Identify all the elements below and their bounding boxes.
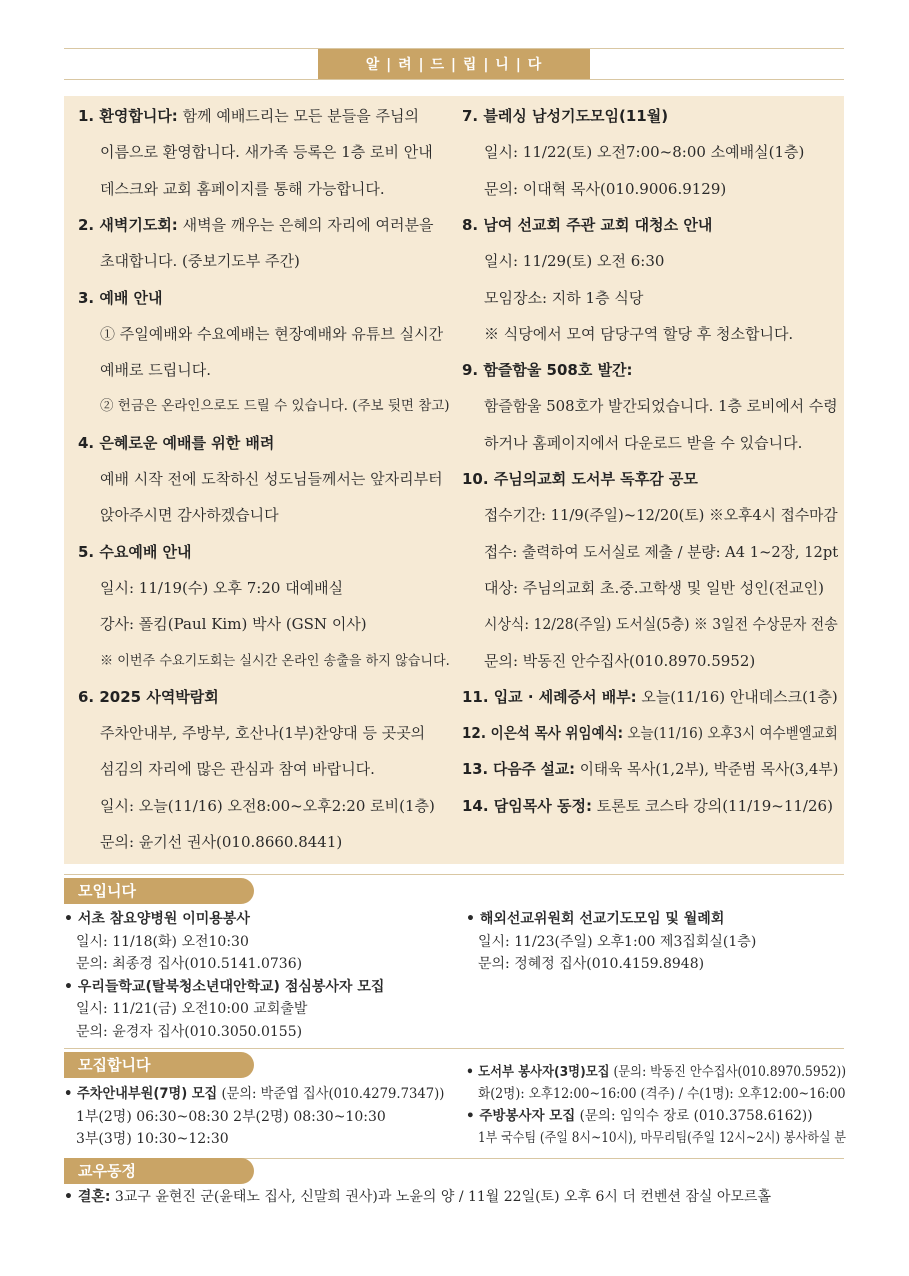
left-item-line: ① 주일예배와 수요예배는 현장예배와 유튜브 실시간 bbox=[100, 324, 444, 343]
right-item-line: 대상: 주님의교회 초.중.고학생 및 일반 성인(전교인) bbox=[484, 578, 824, 597]
right-item-line bbox=[462, 796, 833, 816]
left-item-heading: 4. 은혜로운 예배를 위한 배려 bbox=[78, 433, 275, 452]
left-item-heading: 5. 수요예배 안내 bbox=[78, 542, 192, 561]
section-rule bbox=[64, 874, 844, 875]
right-item-line: 문의: 이대혁 목사(010.9006.9129) bbox=[484, 179, 727, 198]
moim_right-line: 문의: 정혜정 집사(010.4159.8948) bbox=[478, 956, 705, 972]
right-item-text: 오늘(11/16) 오후3시 여수벧엘교회 bbox=[623, 724, 838, 743]
left-item-line: 데스크와 교회 홈페이지를 통해 가능합니다. bbox=[100, 179, 385, 198]
right-item-line bbox=[462, 687, 838, 707]
left-item-line: 예배 시작 전에 도착하신 성도님들께서는 앞자리부터 bbox=[100, 470, 443, 488]
right-item-heading: 8. 남여 선교회 주관 교회 대청소 안내 bbox=[462, 215, 713, 234]
right-item-line: 접수기간: 11/9(주일)~12/20(토) ※오후4시 접수마감 bbox=[484, 506, 838, 525]
right-item-text: 오늘(11/16) 안내데스크(1층) bbox=[636, 687, 838, 706]
left-item-line: 예배로 드립니다. bbox=[100, 361, 211, 380]
right-item-heading: 7. 블레싱 남성기도모임(11월) bbox=[462, 107, 669, 125]
section-tab-mojip: 모집합니다 bbox=[64, 1052, 254, 1078]
moim_right-line bbox=[466, 910, 724, 928]
right-item-line: ※ 식당에서 모여 담당구역 할당 후 청소합니다. bbox=[484, 324, 794, 343]
left-item-text: 새벽을 깨우는 은혜의 자리에 여러분을 bbox=[177, 215, 434, 234]
mojip_right-line: 화(2명): 오후12:00~16:00 (격주) / 수(1명): 오후12:00~16:00 bbox=[478, 1086, 846, 1102]
left-item-line bbox=[78, 687, 219, 707]
moim_left-line: 일시: 11/21(금) 오전10:00 교회출발 bbox=[76, 1001, 308, 1017]
mojip_right-line: 1부 국수팀 (주일 8시~10시), 마무리팀(주일 12시~2시) 봉사하실 분 bbox=[478, 1130, 847, 1146]
right-item-line bbox=[462, 106, 668, 126]
section-tab-gyowoo: 교우동정 bbox=[64, 1158, 254, 1184]
right-item-line: 문의: 박동진 안수집사(010.8970.5952) bbox=[484, 651, 756, 670]
left-item-line bbox=[78, 106, 419, 126]
right-item-line: 하거나 홈페이지에서 다운로드 받을 수 있습니다. bbox=[484, 433, 803, 452]
right-item-heading: 11. 입교 · 세례증서 배부: bbox=[462, 687, 637, 706]
moim_left-line: 일시: 11/18(화) 오전10:30 bbox=[76, 933, 249, 950]
mojip_left-line: 3부(3명) 10:30~12:30 bbox=[76, 1131, 229, 1147]
left-item-line: ※ 이번주 수요기도회는 실시간 온라인 송출을 하지 않습니다. bbox=[100, 652, 450, 669]
right-item-line bbox=[462, 759, 838, 779]
right-item-heading: 12. 이은석 목사 위임예식: bbox=[462, 724, 624, 743]
mojip_right-text: (문의: 박동진 안수집사(010.8970.5952)) bbox=[609, 1064, 847, 1080]
moim_right-heading: • 해외선교위원회 선교기도모임 및 월례회 bbox=[466, 911, 725, 927]
left-item-line bbox=[78, 433, 274, 453]
left-item-line: 섬김의 자리에 많은 관심과 참여 바랍니다. bbox=[100, 760, 375, 779]
right-item-heading: 13. 다음주 설교: bbox=[462, 760, 576, 779]
left-item-line: 강사: 폴킴(Paul Kim) 박사 (GSN 이사) bbox=[100, 615, 367, 634]
right-item-line: 시상식: 12/28(주일) 도서실(5층) ※ 3일전 수상문자 전송 bbox=[484, 615, 838, 634]
left-item-heading: 2. 새벽기도회: bbox=[78, 215, 178, 234]
left-item-line: 초대합니다. (중보기도부 주간) bbox=[100, 252, 300, 271]
left-item-line: ② 헌금은 온라인으로도 드릴 수 있습니다. (주보 뒷면 참고) bbox=[100, 398, 450, 415]
left-item-line: 앉아주시면 감사하겠습니다 bbox=[100, 506, 279, 525]
left-item-heading: 1. 환영합니다: bbox=[78, 107, 178, 125]
right-item-line bbox=[462, 469, 698, 489]
right-item-line: 모임장소: 지하 1층 식당 bbox=[484, 288, 644, 307]
right-item-heading: 14. 담임목사 동정: bbox=[462, 796, 592, 815]
right-item-line: 접수: 출력하여 도서실로 제출 / 분량: A4 1~2장, 12pt bbox=[484, 542, 839, 561]
moim_left-heading: • 서초 참요양병원 이미용봉사 bbox=[64, 911, 250, 927]
moim_left-line: 문의: 윤경자 집사(010.3050.0155) bbox=[76, 1023, 303, 1040]
left-item-line: 일시: 11/19(수) 오후 7:20 대예배실 bbox=[100, 578, 344, 597]
section-rule bbox=[64, 1048, 844, 1049]
right-item-text: 토론토 코스타 강의(11/19~11/26) bbox=[591, 796, 833, 815]
wedding-text: 3교구 윤현진 군(윤태노 집사, 신말희 권사)과 노윤의 양 / 11월 22일(토) 오후 6시 더 컨벤션 잠실 아모르홀 bbox=[110, 1189, 771, 1205]
left-item-line bbox=[78, 542, 192, 562]
right-item-line: 함즐함울 508호가 발간되었습니다. 1층 로비에서 수령 bbox=[484, 397, 838, 416]
left-item-line: 문의: 윤기선 권사(010.8660.8441) bbox=[100, 833, 343, 851]
left-item-line: 이름으로 환영합니다. 새가족 등록은 1층 로비 안내 bbox=[100, 143, 433, 162]
right-item-heading: 10. 주님의교회 도서부 독후감 공모 bbox=[462, 470, 698, 488]
moim_right-line: 일시: 11/23(주일) 오후1:00 제3집회실(1층) bbox=[478, 933, 757, 950]
moim_left-line bbox=[64, 978, 384, 996]
wedding-label: • 결혼: bbox=[64, 1189, 111, 1205]
moim_left-heading: • 우리들학교(탈북청소년대안학교) 점심봉사자 모집 bbox=[64, 978, 385, 995]
right-item-text: 이태욱 목사(1,2부), 박준범 목사(3,4부) bbox=[575, 760, 839, 779]
moim_left-line bbox=[64, 910, 250, 928]
section-tab-moim: 모입니다 bbox=[64, 878, 254, 904]
mojip_right-line bbox=[466, 1063, 846, 1081]
left-item-line: 주차안내부, 주방부, 호산나(1부)찬양대 등 곳곳의 bbox=[100, 724, 426, 743]
announcement-banner: 알 | 려 | 드 | 립 | 니 | 다 bbox=[318, 49, 590, 79]
right-item-line bbox=[462, 360, 633, 380]
right-item-line: 일시: 11/29(토) 오전 6:30 bbox=[484, 252, 665, 271]
right-item-line: 일시: 11/22(토) 오전7:00~8:00 소예배실(1층) bbox=[484, 143, 805, 162]
left-item-line: 일시: 오늘(11/16) 오전8:00~오후2:20 로비(1층) bbox=[100, 796, 435, 815]
top-rule-lower bbox=[64, 79, 844, 80]
mojip_left-text: (문의: 박준엽 집사(010.4279.7347)) bbox=[217, 1086, 445, 1102]
left-item-line bbox=[78, 215, 434, 235]
moim_left-line: 문의: 최종경 집사(010.5141.0736) bbox=[76, 956, 303, 972]
mojip_left-line: 1부(2명) 06:30~08:30 2부(2명) 08:30~10:30 bbox=[76, 1108, 386, 1125]
mojip_left-line bbox=[64, 1085, 444, 1103]
mojip_right-text: (문의: 임익수 장로 (010.3758.6162)) bbox=[575, 1108, 813, 1124]
left-item-text: 함께 예배드리는 모든 분들을 주님의 bbox=[177, 107, 420, 125]
right-item-heading: 9. 함즐함울 508호 발간: bbox=[462, 361, 633, 380]
left-item-heading: 6. 2025 사역박람회 bbox=[78, 687, 219, 706]
wedding-notice bbox=[64, 1188, 771, 1206]
right-item-line bbox=[462, 723, 838, 743]
left-item-line bbox=[78, 288, 163, 308]
mojip_right-heading: • 주방봉사자 모집 bbox=[466, 1108, 576, 1124]
right-item-line bbox=[462, 215, 712, 235]
mojip_right-line bbox=[466, 1107, 812, 1125]
mojip_left-heading: • 주차안내부원(7명) 모집 bbox=[64, 1086, 218, 1102]
mojip_right-heading: • 도서부 봉사자(3명)모집 bbox=[466, 1064, 610, 1080]
left-item-heading: 3. 예배 안내 bbox=[78, 288, 163, 307]
